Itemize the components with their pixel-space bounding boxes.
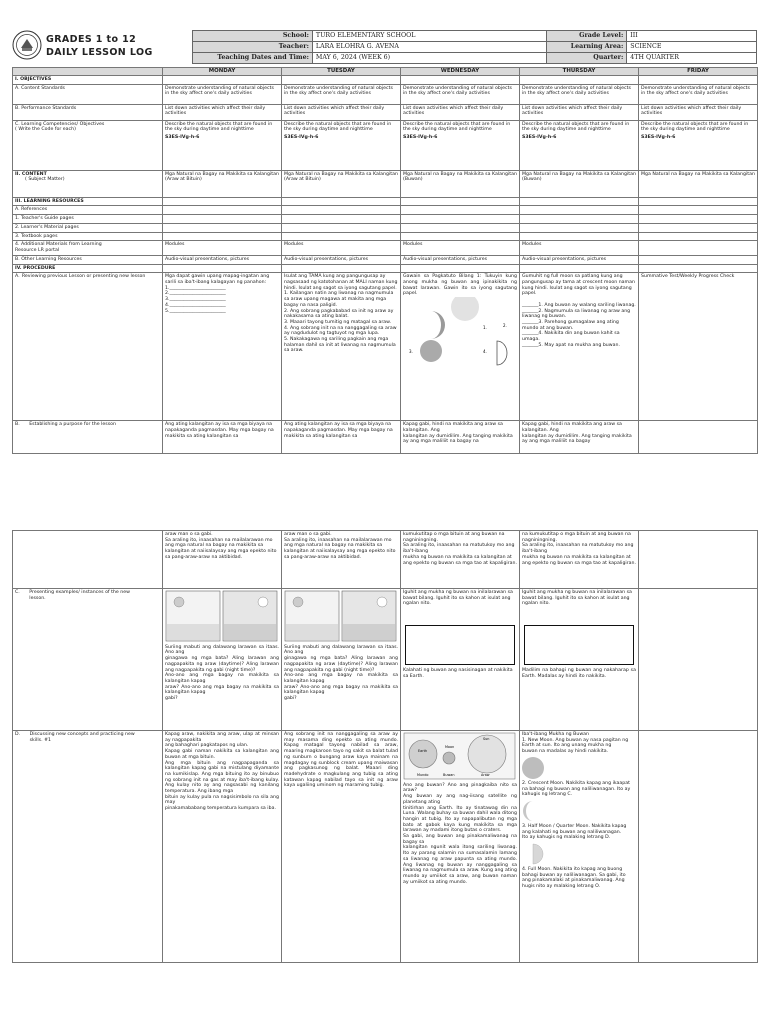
competencies-label: C. Learning Competencies/ Objectives ( Write the Code for each) [13,120,163,170]
examples-mon-text: Suriing mabuti ang dalawang larawan sa itaas. Ano ang ginagawa ng mga bata? Aling larawan ang nagpapakita ng araw (daytime)? Aling larawan ang nagpapakita ng gabi (night time)? Ano-ano ang mga bagay na makikita sa kalangitan kapag araw? Ano-ano ang mga bagay na makikita sa kalangitan kapag gabi? [165,644,279,702]
competency-text: Describe the natural objects that are found in the sky during daytime and nighttime [522,121,630,133]
purpose-cont-label [13,531,163,589]
competency-tue [282,120,401,170]
wed-figure-number-3: 3. [409,349,413,355]
grade-value: III [627,31,757,42]
subject-matter-label: ( Subject Matter) [25,177,65,183]
earth-figure [409,740,437,768]
other-resources-label: B. Other Learning Resources [13,255,163,264]
gray-moon-figure [420,340,442,362]
modules-mon: Modules [163,241,282,255]
modules-tue: Modules [282,241,401,255]
competency-text: Describe the natural objects that are found in the sky during daytime and nighttime [641,121,749,133]
competency-text: Describe the natural objects that are found in the sky during daytime and nighttime [284,121,392,133]
header [12,30,757,63]
discussing-prefix: D. [15,732,21,737]
modules-wed: Modules [401,241,520,255]
review-label-cell [13,273,163,421]
purpose-prefix: B. [15,422,20,428]
wed-figure-number-2: 2. [503,323,507,329]
purpose-thu: Kapag gabi, hindi na makikita ang araw sa kalangitan. Ang kalangitan ay dumidilim. Ang tanging makikita ay ang mga maliliit na bagay [520,421,639,454]
purpose-cont-wed: kumukutitap o mga bituin at ang buwan na nagniningning. Sa araling ito, inaasahan na matutukoy mo ang iba't-ibang mukha ng buwan na makikita sa kalangitan at ang epekto ng buwan sa mga tao at kapaligiran. [401,531,520,589]
day-header-monday: MONDAY [163,68,282,76]
lesson-table-part-1 [12,67,758,454]
performance-standards-label: B. Performance Standards [13,104,163,120]
corner-cell [13,68,163,76]
competency-wed [401,120,520,170]
tg-pages-label: 1. Teacher's Guide pages [13,215,163,224]
other-resources-mon: Audio-visual presentations, pictures [163,255,282,264]
day-header-tuesday: TUESDAY [282,68,401,76]
deped-seal-icon [12,30,42,60]
purpose-mon: Ang ating kalangitan ay isa sa mga biyaya na napakaganda pagmasdan. May mga bagay na makikita sa ating kalangitan sa [163,421,282,454]
drawing-box [405,625,515,665]
other-resources-thu: Audio-visual presentations, pictures [520,255,639,264]
discussing-wed [401,731,520,963]
examples-tue [282,589,401,731]
quarter-value: 4TH QUARTER [627,53,757,64]
moon-phase-crescent: 2. Crescent Moon. Nakikita kapag ang ikaapat na bahagi ng buwan ang naliliwanagan. Ito ay kahugis ng letrang C. [522,780,631,798]
competency-code: S3ES-IVg-h-6 [641,135,676,141]
competency-code: S3ES-IVg-h-6 [403,135,438,141]
examples-thu-top: Iguhit ang mukha ng buwan na inilalarawan sa bawat bilang. Iguhit ito sa kahon at isulat ang ngalan nito. [522,590,632,607]
examples-thu-text: Madilim na bahagi ng buwan ang nakaharap sa Earth. Madalas ay hindi ito nakikita. [522,668,636,679]
quarter-label: Quarter: [547,53,627,64]
content-heading: II. CONTENT [15,171,47,177]
day-header-thursday: THURSDAY [520,68,639,76]
review-tue: Isulat ang TAMA kung ang pangungusap ay nagsasaad ng katotohanan at MALI naman kung hindi. Isulat ang sagot sa iyong sagutang papel. 1. Kailangan natin ang liwanag na nagmumula sa araw upang magawa at makita ang mga bagay na nasa paligid. 2. Ang sobrang pagkababad sa init ng araw ay nakakasama sa ating balat. 3. Maaari tayong tumitig ng matagal sa araw. 4. Ang sobrang init na na nanggagaling sa araw ay nagdudulot ng tagtuyot ng mga lupa. 5. Nakakagawa ng sariling pagkain ang mga halaman dahil sa init at liwanag na nagmumula sa araw. [282,273,401,421]
other-resources-wed: Audio-visual presentations, pictures [401,255,520,264]
half-moon-figure [497,341,507,365]
meta-table [192,30,757,64]
crescent-moon-figure [431,311,445,339]
purpose-label: Establishing a purpose for the lesson [29,422,116,428]
sun-earth-moon-diagram [403,732,516,780]
wed-figure-number-1: 1. [483,325,487,331]
teacher-value: LARA ELOHRA G. AVENA [312,42,546,53]
discussing-tue: Ang sobrang init na nanggagaling sa araw ay may masama ding epekto sa ating mundo. Kapag matagal tayong nabilad sa araw, maaring magkaroon tayo ng sakit sa balat tulad ng sunburn o bungang araw kaya mainam na magdagay ng sunblock cream upang maiwasan ang pagkasunog ng balat. Maaari ding madehydrate o magkulang ang tubig sa ating katawan kapag nabilad tayo sa init ng araw kaya ugaliing uminom ng maraming tubig. [282,731,401,963]
examples-thu [520,589,639,731]
subject-matter-thu: Mga Natural na Bagay na Makikita sa Kalangitan (Buwan) [520,170,639,197]
examples-label: Presenting examples/ instances of the new lesson. [29,590,130,601]
purpose-wed: Kapag gabi, hindi na makikita ang araw sa kalangitan. Ang kalangitan ay dumidilim. Ang tanging makikita ay ang mga maliliit na bagay na [401,421,520,454]
grade-label: Grade Level: [547,31,627,42]
discussing-wed-text: Ano ang buwan? Ano ang pinagkaiba nito sa araw? Ang buwan ay ang nag-iisang satellite ng planetang ating tinitirhan ang Earth. Ito ay tinatawag din na Luna. Walang buhay sa buwan dahil wala ditong hangin at tubig. Ito ay napapalibutan ng mga bato at gabok kaya kung makikita sa mga larawan ay madami itong butas o craters. Sa gabi, ang buwan ang pinakamaliwanag na bagay sa kalangitan ngunit wala itong sariling liwanag. Ito ay parang salamin na sumasalamin lamang sa liwanag ng araw papunta sa ating mundo. Ang liwanag ng buwan ay nanggagaling sa liwanag na nagmumula sa araw. Kung ang ating mundo ay umiikot sa araw, ang buwan naman ay umiikot sa ating mundo. [403,782,517,885]
competency-text: Describe the natural objects that are found in the sky during daytime and nighttime [165,121,273,133]
competency-thu [520,120,639,170]
lm-pages-label: 2. Learner's Material pages [13,223,163,232]
review-mon: Mga dapat gawin upang mapag-ingatan ang sarili sa iba't-ibang kalagayan ng panahon: 1.________________________ 2.________________________ 3.________________________ 4.________________________ 5.________________________ [163,273,282,421]
purpose-cont-tue: araw man o sa gabi. Sa araling ito, inaasahan na mailalarawan mo ang mga natural na bagay na makikita sa kalangitan at naiisalaysay ang mga epekto nito sa pang-araw-araw na aktibidad. [282,531,401,589]
competency-code: S3ES-IVg-h-6 [522,135,557,141]
performance-standard-wed: List down activities which affect their daily activities [401,104,520,120]
content-standard-mon: Demonstrate understanding of natural objects in the sky affect one's daily activities [163,84,282,104]
competency-text: Describe the natural objects that are found in the sky during daytime and nighttime [403,121,511,133]
subject-matter-tue: Mga Natural na Bagay na Makikita sa Kalangitan (Araw at Bituin) [282,170,401,197]
diagram-label-moon: Moon [445,745,455,749]
discussing-label-cell [13,731,163,963]
examples-prefix: C. [15,590,20,595]
purpose-cont-mon: araw man o sa gabi. Sa araling ito, inaasahan na mailalarawan mo ang mga natural na bagay na makikita sa kalangitan at naiisalaysay ang mga epekto nito sa pang-araw-araw na aktibidad. [163,531,282,589]
review-wed-text: Gawain sa Pagkatuto Bilang 1: Tukuyin kung anong mukha ng buwan ang ipinakikita ng bawat larawan. Gawin ito sa iyong sagutang papel. [403,274,517,297]
moon-phase-new: Iba't-ibang Mukha ng Buwan 1. New Moon. Ang buwan ay nasa pagitan ng Earth at sun. Ito ang unang mukha ng buwan na madalas ay hindi nakikita. [522,732,629,755]
day-header-wednesday: WEDNESDAY [401,68,520,76]
diagram-label-earth: Earth [418,749,428,753]
teacher-label: Teacher: [193,42,313,53]
diagram-label-mundo: Mundo [417,773,429,777]
examples-wed-top: Iguhit ang mukha ng buwan na inilalarawan sa bawat bilang. Iguhit ito sa kahon at isulat ang ngalan nito. [403,590,513,607]
examples-tue-text: Suriing mabuti ang dalawang larawan sa itaas. Ano ang ginagawa ng mga bata? Aling larawan ang nagpapakita ng araw (daytime)? Aling larawan ang nagpapakita ng gabi (night time)? Ano-ano ang mga bagay na makikita sa kalangitan kapag araw? Ano-ano ang mga bagay na makikita sa kalangitan kapag gabi? [284,644,398,702]
purpose-cont-thu: na kumukutitap o mga bituin at ang buwan na nagniningning. Sa araling ito, inaasahan na matutukoy mo ang iba't-ibang mukha ng buwan na makikita sa kalangitan at ang epekto ng buwan sa mga tao at kapaligiran. [520,531,639,589]
competency-fri [639,120,758,170]
diagram-label-araw: Araw [481,773,490,777]
discussing-mon: Kapag araw, nakikita ang araw, ulap at minsan ay nagpapakita ang bahaghari pagkatapos ng ulan. Kapag gabi naman nakikita sa kalangitan ang buwan at mga bituin. Ang mga bituin ang nagpapaganda sa kalangitan kapag gabi na mistulang diyamante na kumikislap. Ang mga bituing ito ay binubuo ng sobrang init na gas at may iba't-ibang kulay. Ang kulay nito ay ang nagsasabi ng kanilang temperatura. Ang ibang mga bituin ay kulay pula na nagsisimbolo na sila ang may pinakamababang temperatura kumpara sa iba. [163,731,282,963]
day-night-pictures [165,590,278,642]
review-wed [401,273,520,421]
references-label: A. References [13,206,163,215]
content-standard-wed: Demonstrate understanding of natural objects in the sky affect one's daily activities [401,84,520,104]
competency-code: S3ES-IVg-h-6 [165,135,200,141]
resources-heading: III. LEARNING RESOURCES [13,197,163,206]
subject-matter-mon: Mga Natural na Bagay na Makikita sa Kalangitan (Araw at Bituin) [163,170,282,197]
content-standards-label: A. Content Standards [13,84,163,104]
moon-phase-full: 4. Full Moon. Nakikita ito kapag ang buong bahagi buwan ay naliliwanagan. Sa gabi, ito ang pinakamalaki at pinakamaliwanag. Ang hugis nito ay malaking letrang O. [522,867,626,890]
competency-code: S3ES-IVg-h-6 [284,135,319,141]
diagram-label-buwan: Buwan [443,773,455,777]
competency-mon [163,120,282,170]
content-standard-fri: Demonstrate understanding of natural objects in the sky affect one's daily activities [639,84,758,104]
new-moon-figure [522,757,544,779]
full-moon-figure [451,297,479,321]
objectives-heading: I. OBJECTIVES [13,76,163,85]
review-label: Reviewing previous Lesson or presenting new lesson [21,274,146,280]
crescent-moon-figure [522,800,544,822]
lesson-table-part-2 [12,530,758,963]
procedure-heading: IV. PROCEDURE [13,264,163,273]
review-fri: Summative Test/Weekly Progress Check [639,273,758,421]
performance-standard-tue: List down activities which affect their daily activities [282,104,401,120]
textbook-pages-label: 3. Textbook pages [13,232,163,241]
other-resources-tue: Audio-visual presentations, pictures [282,255,401,264]
examples-wed [401,589,520,731]
area-value: SCIENCE [627,42,757,53]
examples-mon [163,589,282,731]
area-label: Learning Area: [547,42,627,53]
discussing-label: Discussing new concepts and practicing new skills. #1 [29,732,135,743]
subject-matter-wed: Mga Natural na Bagay na Makikita sa Kalangitan (Buwan) [401,170,520,197]
moon-phase-half: 3. Half Moon / Quarter Moon. Nakikita kapag ang kalahati ng buwan ang naliliwanagan. Ito ay kahugis ng malaking letrang D. [522,823,627,841]
modules-thu: Modules [520,241,639,255]
examples-wed-text: Kalahati ng buwan ang nasisinagan at nakikita sa Earth. [403,668,513,679]
dates-value: MAY 6, 2024 (WEEK 6) [312,53,546,64]
day-header-friday: FRIDAY [639,68,758,76]
additional-materials-label: 4. Additional Materials from Learning Resource LR portal [13,241,163,255]
drawing-box [524,625,634,665]
half-moon-figure [522,843,544,865]
subject-matter-fri: Mga Natural na Bagay na Makikita sa Kalangitan [639,170,758,197]
title-line-2: DAILY LESSON LOG [46,47,153,58]
title-line-1: GRADES 1 to 12 [46,34,137,45]
discussing-thu [520,731,639,963]
diagram-label-sun: Sun [483,737,490,741]
performance-standard-thu: List down activities which affect their daily activities [520,104,639,120]
examples-label-cell [13,589,163,731]
performance-standard-fri: List down activities which affect their daily activities [639,104,758,120]
content-label-cell [13,170,163,197]
dates-label: Teaching Dates and Time: [193,53,313,64]
purpose-label-cell [13,421,163,454]
school-label: School: [193,31,313,42]
review-thu: Gumuhit ng full moon sa patlang kung ang pangungusap ay tama at crescent moon naman kung hindi. Isulat ang sagot sa iyong sagutang papel. _______1. Ang buwan ay walang sariling liwanag. _______2. Nagmumula sa liwanag ng araw ang liwanag ng buwan. _______3. Parehong gumagalaw ang ating mundo at ang buwan. _______4. Nakikita din ang buwan kahit sa umaga. _______5. May apat na mukha ang buwan. [520,273,639,421]
moon-figure [443,752,455,764]
wed-figure-number-4: 4. [483,349,487,355]
review-prefix: A. [15,274,20,280]
content-standard-tue: Demonstrate understanding of natural objects in the sky affect one's daily activities [282,84,401,104]
day-night-pictures [284,590,397,642]
school-value: TURO ELEMENTARY SCHOOL [312,31,546,42]
performance-standard-mon: List down activities which affect their daily activities [163,104,282,120]
content-standard-thu: Demonstrate understanding of natural objects in the sky affect one's daily activities [520,84,639,104]
purpose-tue: Ang ating kalangitan ay isa sa mga biyaya na napakaganda pagmasdan. May mga bagay na makikita sa ating kalangitan sa [282,421,401,454]
moon-phases-illustration [403,297,515,367]
